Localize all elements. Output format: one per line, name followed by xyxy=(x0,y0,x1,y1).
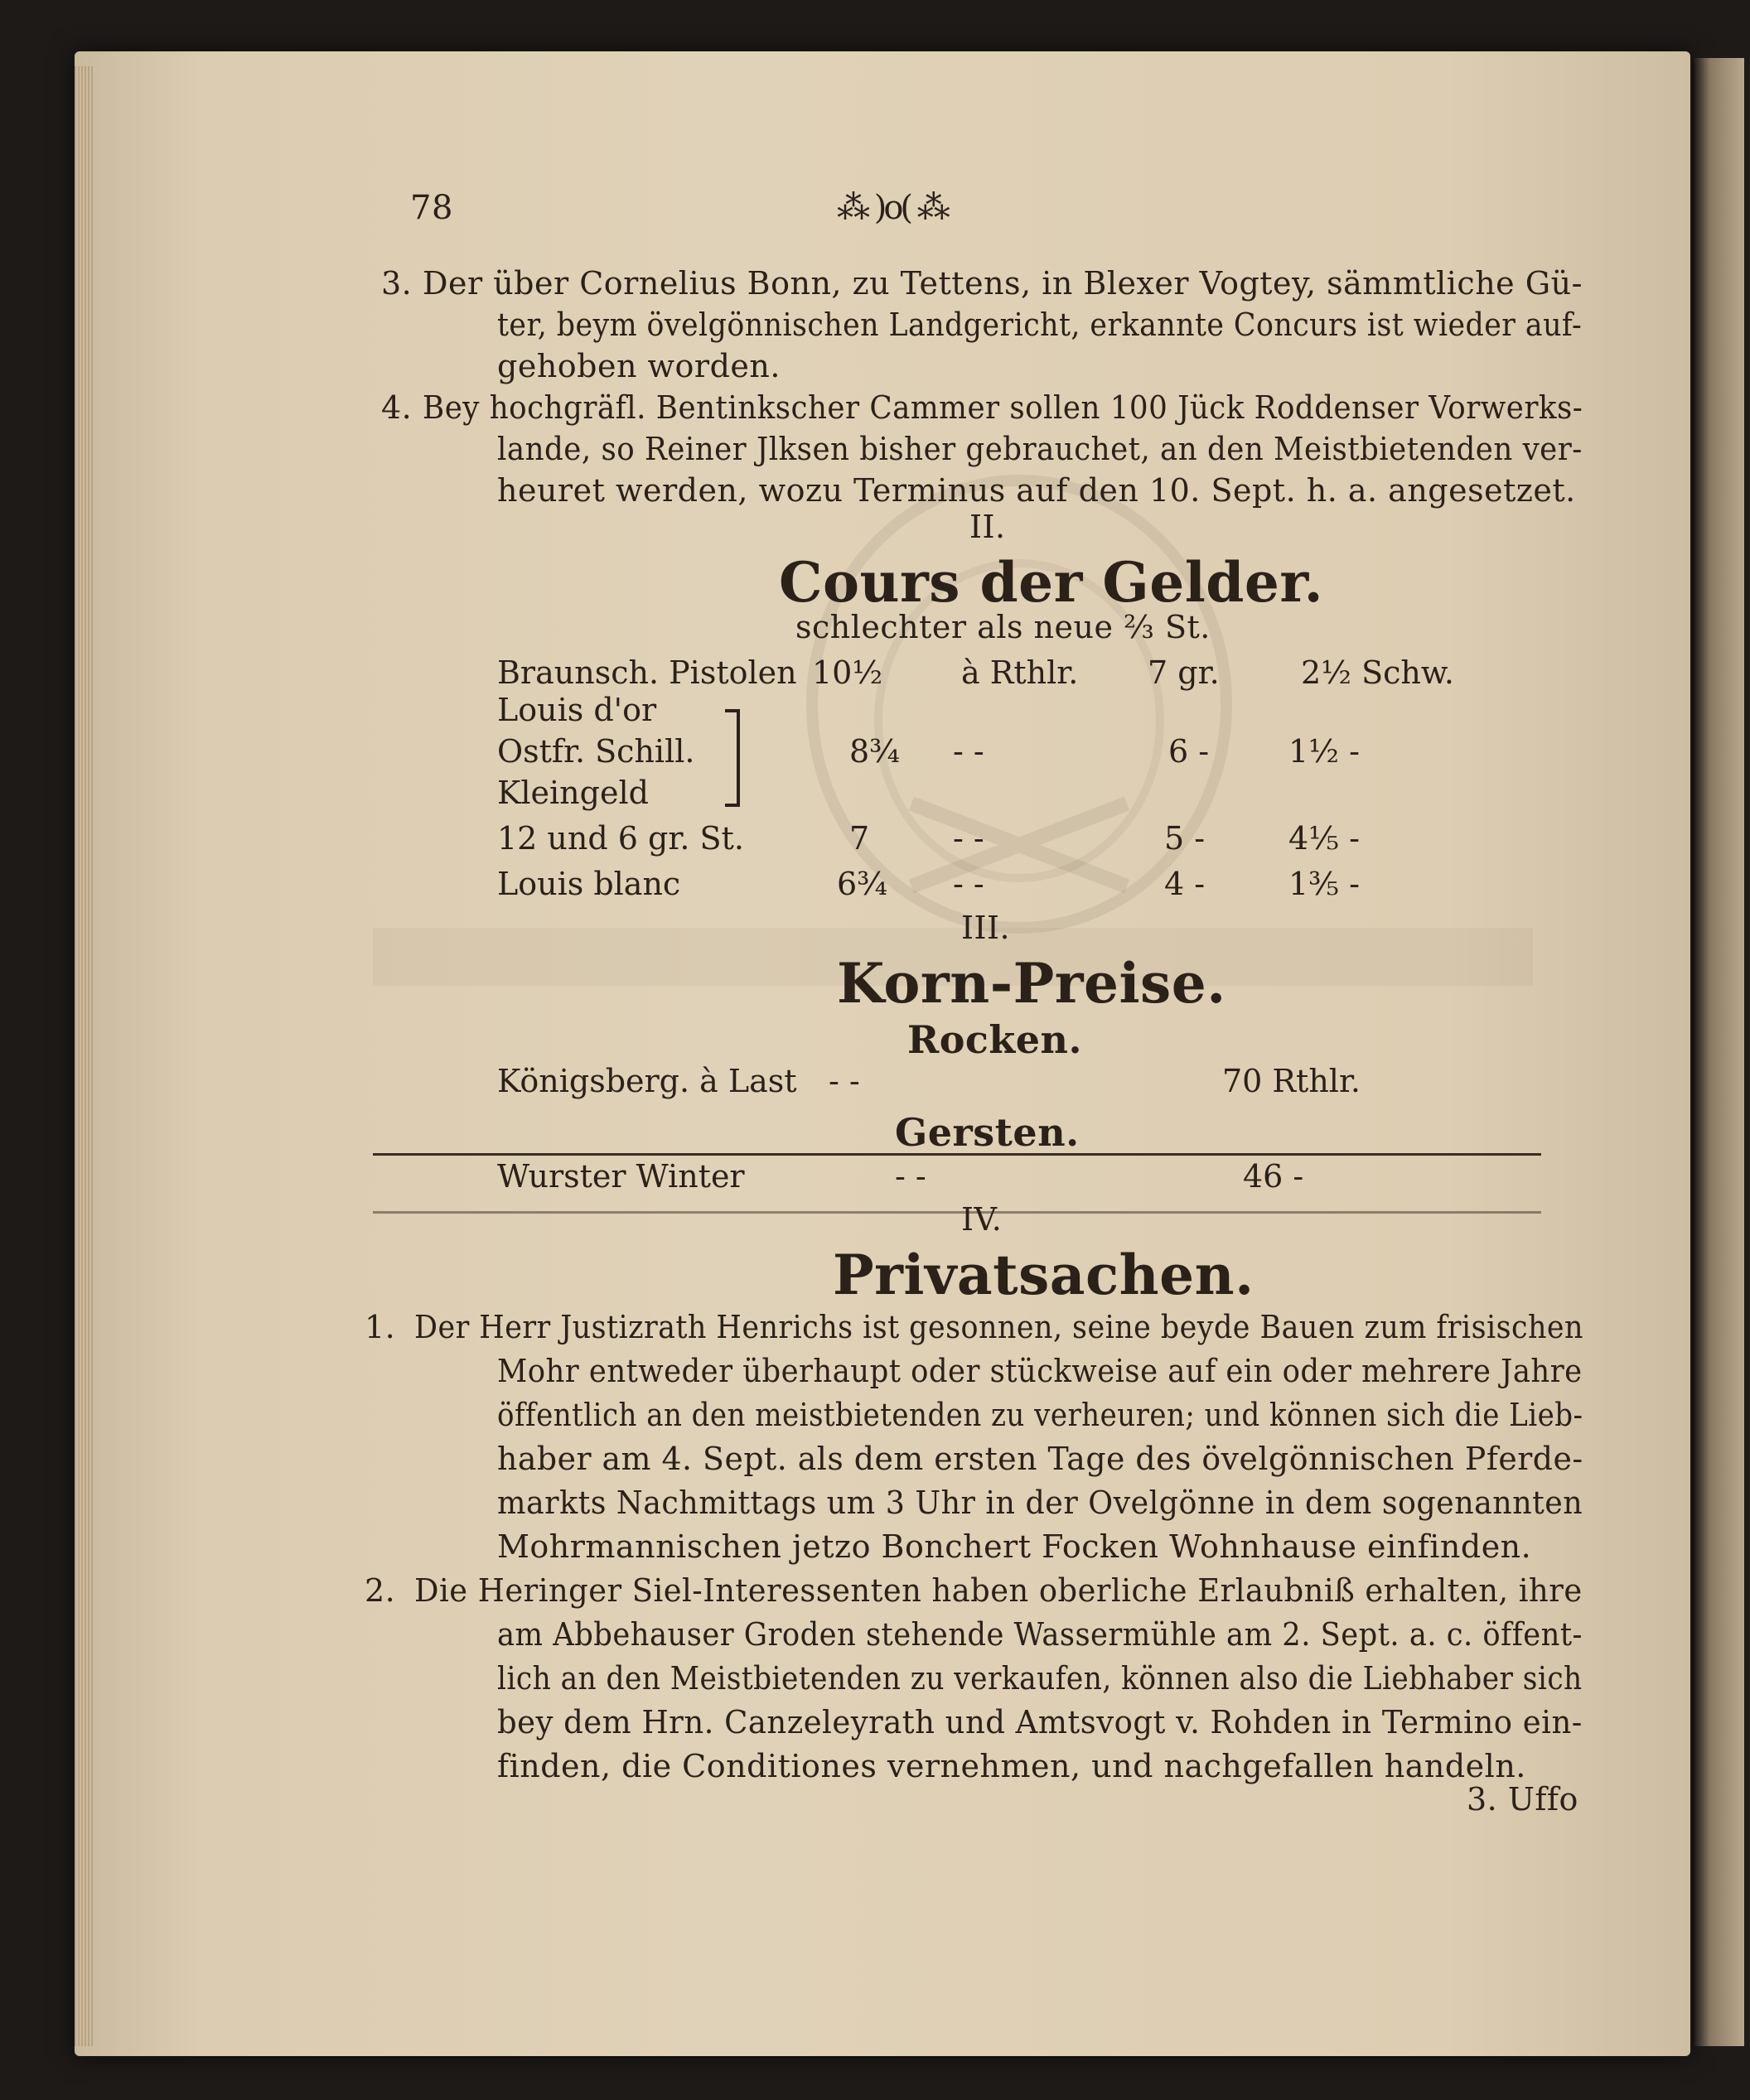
item-line: Mohr entweder überhaupt oder stückweise auf ein oder mehrere Jahre xyxy=(497,1353,1583,1389)
currency-schw: 1½ - xyxy=(1288,733,1360,770)
currency-sep: - - xyxy=(953,820,984,857)
section-numeral: IV. xyxy=(961,1201,1003,1238)
page-number: 78 xyxy=(410,189,453,227)
price-name: Wurster Winter xyxy=(497,1158,745,1195)
item-line: Der Herr Justizrath Henrichs ist gesonnen, seine beyde Bauen zum frisischen xyxy=(414,1309,1584,1345)
currency-name: Braunsch. Pistolen xyxy=(497,654,797,691)
item-line: haber am 4. Sept. als dem ersten Tage des övelgönnischen Pferde- xyxy=(497,1441,1583,1477)
subsection-title: Rocken. xyxy=(907,1017,1083,1062)
price-name: Königsberg. à Last xyxy=(497,1063,797,1099)
section-numeral: II. xyxy=(969,509,1006,545)
section-numeral: III. xyxy=(961,910,1011,946)
currency-schw: 4⅕ - xyxy=(1288,820,1360,857)
header-ornament: ⁂ )o( ⁂ xyxy=(837,189,947,227)
item-number: 1. xyxy=(365,1309,396,1345)
currency-amount: 8¾ xyxy=(849,733,901,770)
item-number: 2. xyxy=(365,1572,396,1609)
page-stack-edge xyxy=(75,66,93,2046)
notice-line: ter, beym övelgönnischen Landgericht, erkannte Concurs ist wieder auf- xyxy=(497,307,1583,343)
price-value: 70 Rthlr. xyxy=(1222,1063,1361,1099)
price-dashes: - - xyxy=(895,1158,926,1195)
notice-number: 4. xyxy=(381,389,413,426)
currency-name: Ostfr. Schill. xyxy=(497,733,695,770)
item-line: Mohrmannischen jetzo Bonchert Focken Wohnhause einfinden. xyxy=(497,1528,1532,1565)
section-subtitle: schlechter als neue ⅔ St. xyxy=(795,609,1211,645)
notice-line: Der über Cornelius Bonn, zu Tettens, in Blexer Vogtey, sämmtliche Gü- xyxy=(423,265,1583,302)
currency-amount: 6¾ xyxy=(837,866,888,902)
currency-gr: 5 - xyxy=(1164,820,1206,857)
item-line: lich an den Meistbietenden zu verkaufen, können also die Liebhaber sich xyxy=(497,1660,1583,1697)
item-line: markts Nachmittags um 3 Uhr in der Ovelgönne in dem sogenannten xyxy=(497,1484,1583,1521)
currency-amount: 10½ xyxy=(812,654,883,691)
item-line: bey dem Hrn. Canzeleyrath und Amtsvogt v. Rohden in Termino ein- xyxy=(497,1704,1583,1740)
notice-line: lande, so Reiner Jlksen bisher gebrauchet, an den Meistbietenden ver- xyxy=(497,431,1583,467)
facing-page-edge xyxy=(1694,58,1744,2046)
currency-name: Louis d'or xyxy=(497,692,657,728)
currency-amount: 7 xyxy=(849,820,870,857)
price-dashes: - - xyxy=(829,1063,860,1099)
section-title: Privatsachen. xyxy=(833,1243,1254,1307)
currency-sep: - - xyxy=(953,866,984,902)
item-line: finden, die Conditiones vernehmen, und nachgefallen handeln. xyxy=(497,1748,1526,1784)
subsection-title: Gersten. xyxy=(895,1110,1080,1155)
currency-gr: 4 - xyxy=(1164,866,1206,902)
notice-line: heuret werden, wozu Terminus auf den 10. Sept. h. a. angesetzet. xyxy=(497,472,1576,509)
item-line: Die Heringer Siel-Interessenten haben oberliche Erlaubniß erhalten, ihre xyxy=(414,1572,1583,1609)
currency-name: Louis blanc xyxy=(497,866,681,902)
section-title: Korn-Preise. xyxy=(837,951,1226,1016)
notice-line: gehoben worden. xyxy=(497,348,781,384)
currency-name: Kleingeld xyxy=(497,775,649,811)
currency-sep: - - xyxy=(953,733,984,770)
price-value: 46 - xyxy=(1243,1158,1304,1195)
currency-gr: 6 - xyxy=(1168,733,1210,770)
currency-schw: 1⅗ - xyxy=(1288,866,1360,902)
currency-sep: à Rthlr. xyxy=(961,654,1079,691)
currency-schw: 2½ Schw. xyxy=(1301,654,1454,691)
catchword: 3. Uffo xyxy=(1467,1781,1578,1818)
item-line: am Abbehauser Groden stehende Wassermühle am 2. Sept. a. c. öffent- xyxy=(497,1616,1583,1653)
section-title: Cours der Gelder. xyxy=(779,550,1324,615)
item-line: öffentlich an den meistbietenden zu verheuren; und können sich die Lieb- xyxy=(497,1397,1583,1433)
currency-name: 12 und 6 gr. St. xyxy=(497,820,744,857)
divider xyxy=(373,1211,1541,1214)
notice-number: 3. xyxy=(381,265,413,302)
notice-line: Bey hochgräfl. Bentinkscher Cammer sollen 100 Jück Roddenser Vorwerks- xyxy=(423,389,1583,426)
currency-gr: 7 gr. xyxy=(1148,654,1220,691)
bracket xyxy=(725,709,740,807)
